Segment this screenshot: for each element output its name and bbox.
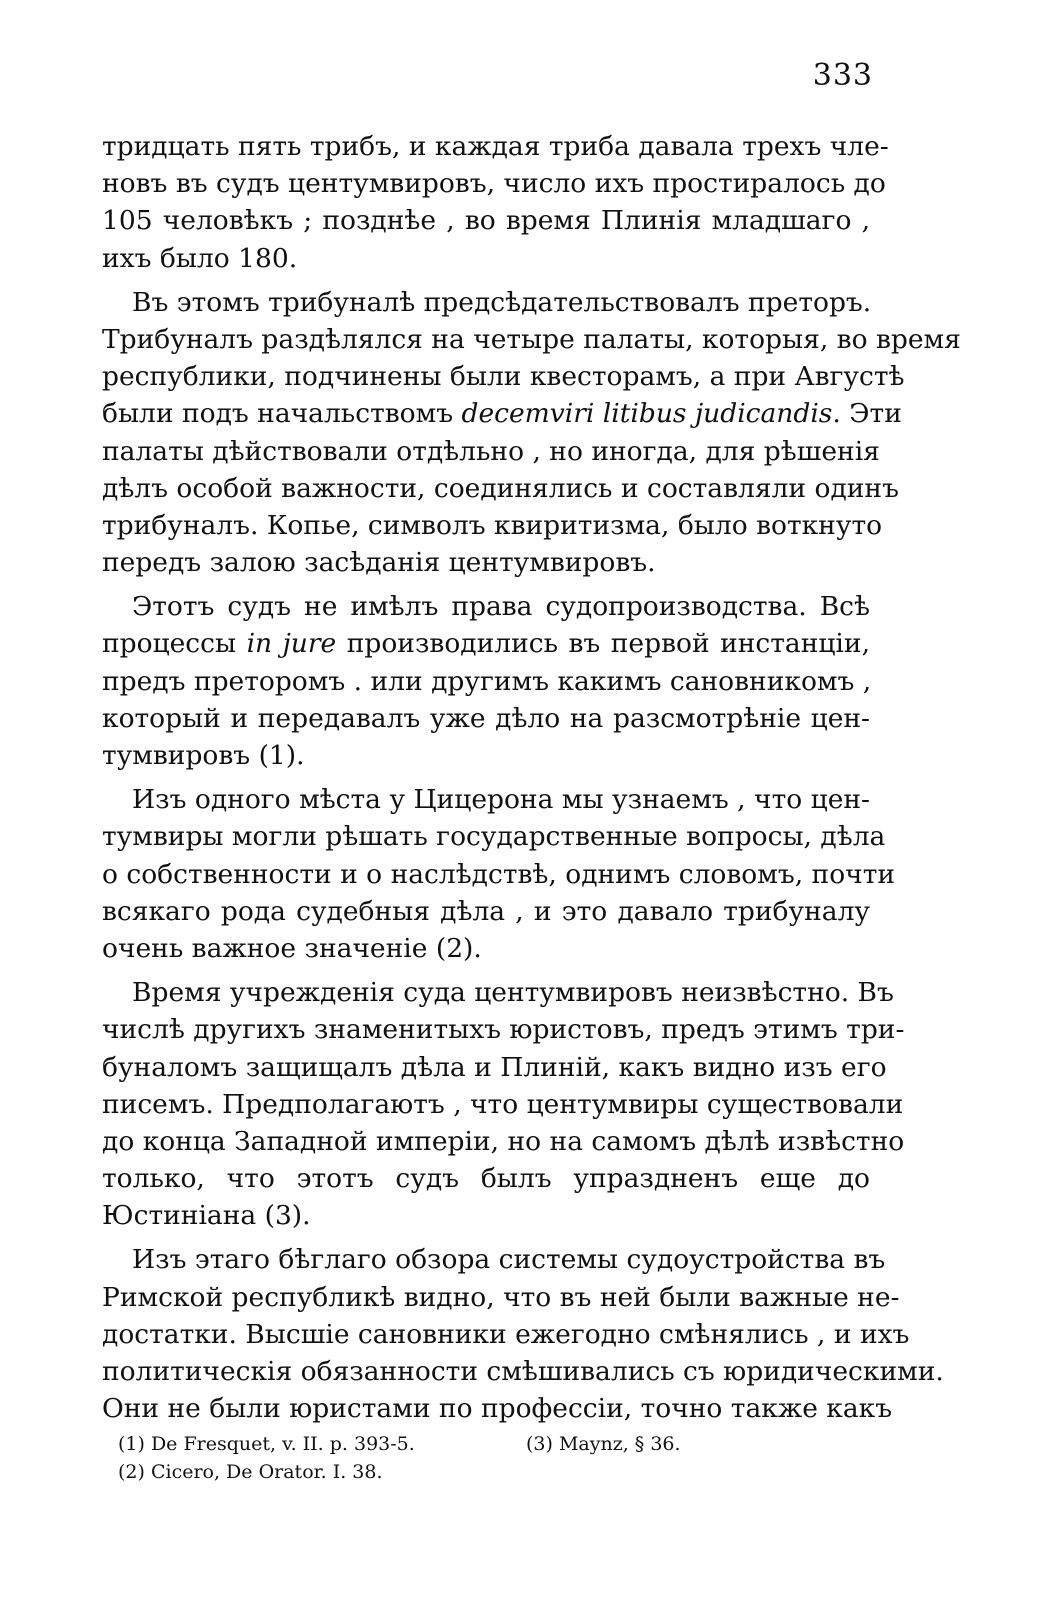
text-line: ихъ было 180. (102, 242, 298, 274)
footnote-3: (3) Maynz, § 36. (526, 1433, 681, 1455)
paragraph (102, 588, 870, 774)
text-line: были подъ начальствомъ decemviri litibus judicandis. Эти (102, 398, 902, 430)
text-line: Время учрежденія суда центумвировъ неизвѣстно. Въ (132, 977, 894, 1009)
text-line: Они не были юристами по профессіи, точно также какъ (102, 1393, 893, 1425)
text-line: политическія обязанности смѣшивались съ юридическими. (102, 1356, 944, 1387)
paragraph (102, 284, 961, 582)
paragraph-gap (102, 277, 870, 284)
footnote-1: (1) De Fresquet, v. II. p. 393-5. (118, 1433, 415, 1455)
text-line: республики, подчинены были квесторамъ, а при Августѣ (102, 361, 905, 393)
text-line: писемъ. Предполагаютъ , что центумвиры существовали (102, 1088, 904, 1120)
text-line: Этотъ судъ не имѣлъ права судопроизводства. Всѣ (132, 591, 870, 623)
text-line: достатки. Высшіе сановники ежегодно смѣнялись , и ихъ (102, 1318, 910, 1350)
text-line: трибуналъ. Копье, символъ квиритизма, было воткнуто (102, 509, 883, 541)
text-line: числѣ другихъ знаменитыхъ юристовъ, предъ этимъ три- (102, 1014, 905, 1046)
text-line: тумвировъ (1). (102, 740, 305, 771)
text-line: Изъ этаго бѣглаго обзора системы судоустройства въ (132, 1244, 886, 1276)
footnotes (118, 1430, 758, 1486)
text-line: 105 человѣкъ ; позднѣе , во время Плинія младшаго , (102, 205, 870, 237)
text-line: дѣлъ особой важности, соединялись и составляли одинъ (102, 472, 899, 504)
text-line: до конца Западной имперіи, но на самомъ дѣлѣ извѣстно (102, 1125, 905, 1157)
paragraph (102, 974, 905, 1234)
paragraph-gap (102, 774, 870, 781)
text-line: новъ въ судъ центумвировъ, число ихъ простиралось до (102, 168, 886, 200)
paragraph-gap (102, 967, 870, 974)
footnote-2: (2) Cicero, De Orator. I. 38. (118, 1461, 383, 1483)
text-line: передъ залою засѣданія центумвировъ. (102, 547, 656, 579)
text-line: буналомъ защищалъ дѣла и Плиній, какъ видно изъ его (102, 1051, 887, 1083)
text-line: о собственности и о наслѣдствѣ, однимъ словомъ, почти (102, 858, 896, 890)
footnote-row (118, 1430, 758, 1458)
text-line: палаты дѣйствовали отдѣльно , но иногда, для рѣшенія (102, 435, 880, 467)
text-line: который и передавалъ уже дѣло на разсмотрѣніе цен- (102, 702, 870, 734)
text-line: тридцать пять трибъ, и каждая триба давала трехъ чле- (102, 131, 889, 162)
footnote-row (118, 1458, 758, 1486)
paragraph-gap (102, 1234, 870, 1241)
text-line: предъ преторомъ . или другимъ какимъ сановникомъ , (102, 665, 872, 697)
text-line: тумвиры могли рѣшать государственные вопросы, дѣла (102, 821, 886, 853)
text-line: Трибуналъ раздѣлялся на четыре палаты, которыя, во время (102, 323, 961, 355)
paragraph-gap (102, 581, 870, 588)
paragraph (102, 128, 889, 277)
body-text (102, 128, 961, 1427)
text-line: только, что этотъ судъ былъ упраздненъ еще до (102, 1163, 870, 1195)
text-line: всякаго рода судебныя дѣла , и это давало трибуналу (102, 895, 870, 927)
text-line: процессы in jure производились въ первой инстанціи, (102, 628, 870, 660)
text-line: Въ этомъ трибуналѣ предсѣдательствовалъ преторъ. (132, 286, 872, 318)
text-line: очень важное значеніе (2). (102, 932, 482, 964)
text-line: Римской республикѣ видно, что въ ней были важные не- (102, 1281, 900, 1313)
text-line: Юстиніана (3). (102, 1200, 311, 1232)
paragraph (102, 781, 896, 967)
paragraph (102, 1241, 944, 1427)
page-number: 333 (812, 58, 873, 93)
text-line: Изъ одного мѣста у Цицерона мы узнаемъ , что цен- (132, 784, 870, 816)
